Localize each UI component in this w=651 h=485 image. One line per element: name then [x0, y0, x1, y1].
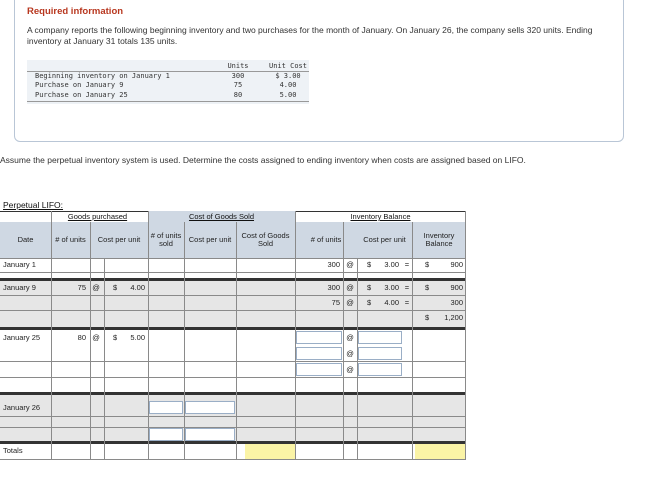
date-jan-26: January 26	[3, 403, 41, 412]
date-jan-1: January 1	[3, 260, 36, 269]
info-table-row: Purchase on January 25 80 5.00	[35, 91, 297, 99]
jan26-sold-cost-input-2[interactable]	[185, 428, 235, 441]
instruction-text: Assume the perpetual inventory system is used. Determine the costs assigned to ending inventory when costs are assigned based on LIFO.	[0, 155, 526, 165]
info-table-header	[27, 62, 309, 71]
jan25-balance-cost-input-3[interactable]	[358, 363, 402, 376]
jan26-sold-units-input-2[interactable]	[149, 428, 183, 441]
sold-units-header: # of units sold	[148, 222, 184, 258]
cogs-total-cell[interactable]	[245, 444, 295, 459]
info-table-row: Beginning inventory on January 1 300 $ 3.00	[35, 72, 301, 80]
date-header: Date	[0, 222, 51, 258]
cogs-group: Cost of Goods Sold	[148, 211, 295, 222]
totals-label: Totals	[3, 446, 23, 455]
inventory-info-table	[27, 60, 309, 104]
perpetual-lifo-title: Perpetual LIFO:	[3, 200, 64, 210]
info-table-row: Purchase on January 9 75 4.00	[35, 81, 297, 89]
balance-cost-header: Cost per unit	[357, 222, 412, 258]
date-jan-9: January 9	[3, 283, 36, 292]
balance-total-header: Inventory Balance	[412, 222, 466, 258]
inventory-total-cell[interactable]	[415, 444, 466, 459]
cogs-total-header: Cost of Goods Sold	[236, 222, 295, 258]
jan25-balance-cost-input-2[interactable]	[358, 347, 402, 360]
unit-cost-header: Unit Cost	[269, 62, 307, 70]
jan26-sold-units-input-1[interactable]	[149, 401, 183, 414]
jan25-balance-units-input-3[interactable]	[296, 363, 342, 376]
purchased-cost-header: Cost per unit	[90, 222, 148, 258]
jan9-balance-total: 1,200	[444, 313, 463, 322]
required-info-title: Required information	[27, 6, 124, 17]
at-symbol: @	[346, 260, 354, 269]
required-info-description: A company reports the following beginning inventory and two purchases for the month of January. On January 26, the company sells 320 units. Ending inventory at January 31 totals 135 units.	[27, 25, 593, 46]
jan25-balance-units-input-1[interactable]	[296, 331, 342, 344]
jan25-balance-units-input-2[interactable]	[296, 347, 342, 360]
inventory-balance-group: Inventory Balance	[350, 212, 411, 221]
units-header: Units	[227, 62, 249, 70]
goods-purchased-group: Goods purchased	[67, 212, 128, 221]
jan26-sold-cost-input-1[interactable]	[185, 401, 235, 414]
purchased-units-header: # of units	[51, 222, 90, 258]
perpetual-lifo-table: Goods purchased Cost of Goods Sold Inventory Balance Date # of units Cost per unit # of units sold Cost per unit Cost of Goods Sold # of units Cost per unit Inventory Balance January 1 300 @ $ 3.00 = $ 900 January 9 75 @ $ 4.00 300 @ $ 3.00 = $ 900 75 @ $ 4.00 = 300 $ 1,200 January 25 80 @ $ 5.00 @ @ @ January 26 Totals	[0, 211, 466, 460]
sold-cost-header: Cost per unit	[184, 222, 236, 258]
date-jan-25: January 25	[3, 333, 41, 342]
balance-units-header: # of units	[295, 222, 357, 258]
jan25-balance-cost-input-1[interactable]	[358, 331, 402, 344]
